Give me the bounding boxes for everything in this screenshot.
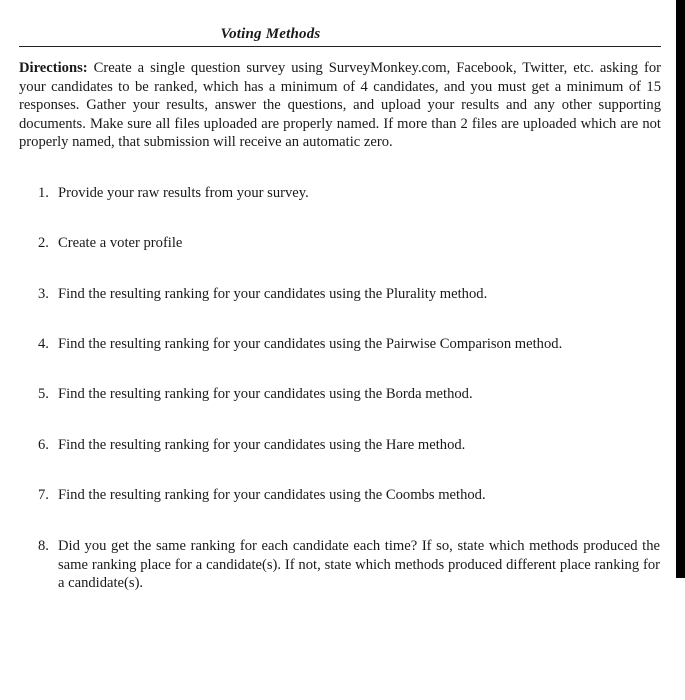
question-item: [38, 234, 660, 253]
question-text: Find the resulting ranking for your candidates using the Pairwise Comparison method.: [58, 336, 563, 352]
question-number: 1.: [38, 185, 49, 201]
question-text: Find the resulting ranking for your candidates using the Borda method.: [58, 386, 473, 402]
question-text: Find the resulting ranking for your candidates using the Hare method.: [58, 437, 466, 453]
question-number: 6.: [38, 437, 49, 453]
question-number: 2.: [38, 235, 49, 251]
question-item: [38, 537, 660, 593]
directions-text: Create a single question survey using SurveyMonkey.com, Facebook, Twitter, etc. asking for your candidates to be ranked, which has a minimum of 4 candidates, and you must get a minimum of 15 responses. Gather your results, answer the questions, and upload your results and any other supporting documents. Make sure all files uploaded are properly named. If more than 2 files are uploaded which are not properly named, that submission will receive an automatic zero.: [19, 60, 661, 151]
document-title: Voting Methods: [220, 26, 321, 42]
question-item: [38, 436, 660, 455]
question-number: 4.: [38, 336, 49, 352]
question-number: 5.: [38, 386, 49, 402]
question-number: 3.: [38, 286, 49, 302]
page-edge-shadow: [676, 0, 685, 578]
question-number: 8.: [38, 538, 49, 554]
question-item: [38, 335, 660, 354]
question-item: [38, 385, 660, 404]
question-text: Did you get the same ranking for each candidate each time? If so, state which methods produced the same ranking place for a candidate(s). If not, state which methods produced different place ranking for a candidate(s).: [58, 538, 660, 592]
question-item: [38, 285, 660, 304]
question-item: [38, 184, 660, 203]
question-item: [38, 486, 660, 505]
question-text: Create a voter profile: [58, 235, 183, 251]
directions-paragraph: [19, 59, 661, 152]
title-rule: [19, 46, 661, 47]
directions-label: Directions:: [19, 60, 88, 76]
question-text: Find the resulting ranking for your candidates using the Plurality method.: [58, 286, 488, 302]
question-text: Provide your raw results from your survey.: [58, 185, 309, 201]
question-number: 7.: [38, 487, 49, 503]
question-text: Find the resulting ranking for your candidates using the Coombs method.: [58, 487, 486, 503]
